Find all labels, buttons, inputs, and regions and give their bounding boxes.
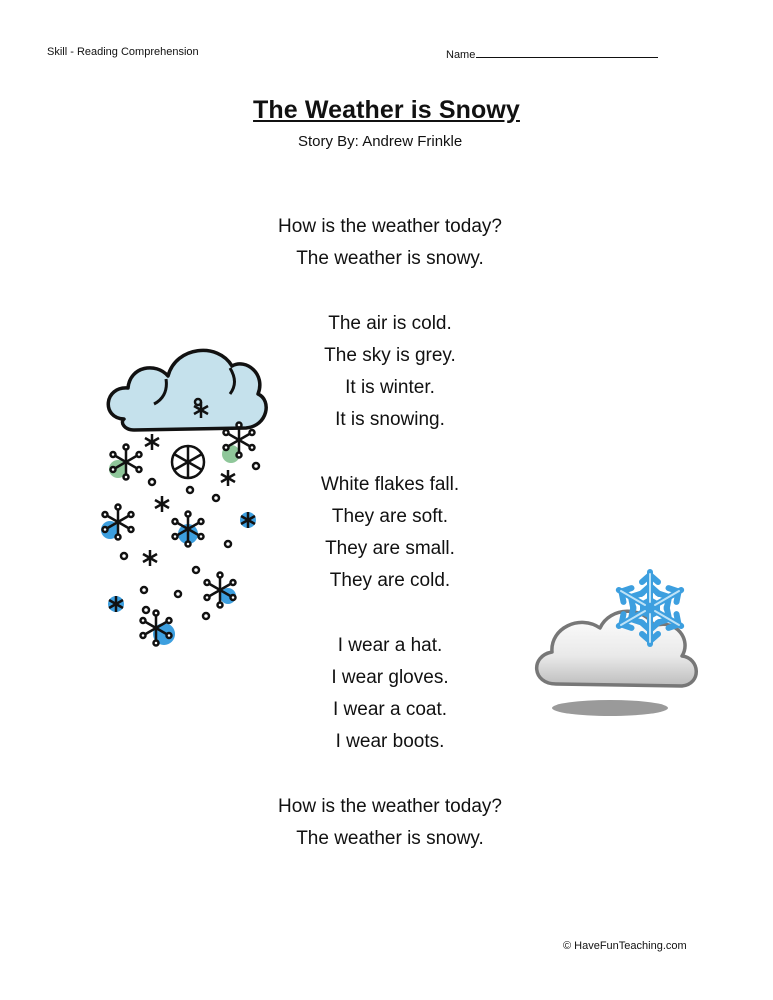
snowflake-cloud-icon (526, 566, 706, 726)
story-line: It is winter. (345, 377, 435, 398)
story-line: How is the weather today? (278, 216, 502, 237)
story-byline: Story By: Andrew Frinkle (298, 133, 463, 150)
story-line: I wear a hat. (337, 635, 443, 656)
story-line: The air is cold. (328, 313, 452, 334)
story-line: They are soft. (331, 506, 449, 527)
story-line: It is snowing. (335, 409, 445, 430)
copyright-footer: © HaveFunTeaching.com (563, 940, 687, 952)
story-line: The weather is snowy. (296, 248, 484, 269)
story-line: They are cold. (329, 570, 451, 591)
name-blank-line[interactable] (476, 46, 658, 58)
story-line: They are small. (325, 538, 455, 559)
snow-cloud-icon (96, 334, 276, 654)
story-line: The weather is snowy. (296, 828, 484, 849)
story-line: I wear boots. (335, 731, 445, 752)
story-line: White flakes fall. (320, 474, 460, 495)
story-title: The Weather is Snowy (253, 96, 520, 124)
story-line: How is the weather today? (278, 796, 502, 817)
story-line: I wear a coat. (332, 699, 448, 720)
story-line: The sky is grey. (324, 345, 456, 366)
name-label: Name (446, 49, 476, 61)
skill-label: Skill - Reading Comprehension (47, 46, 199, 58)
name-field (446, 46, 658, 61)
story-line: I wear gloves. (331, 667, 449, 688)
stanza (190, 211, 590, 275)
stanza (190, 791, 590, 855)
